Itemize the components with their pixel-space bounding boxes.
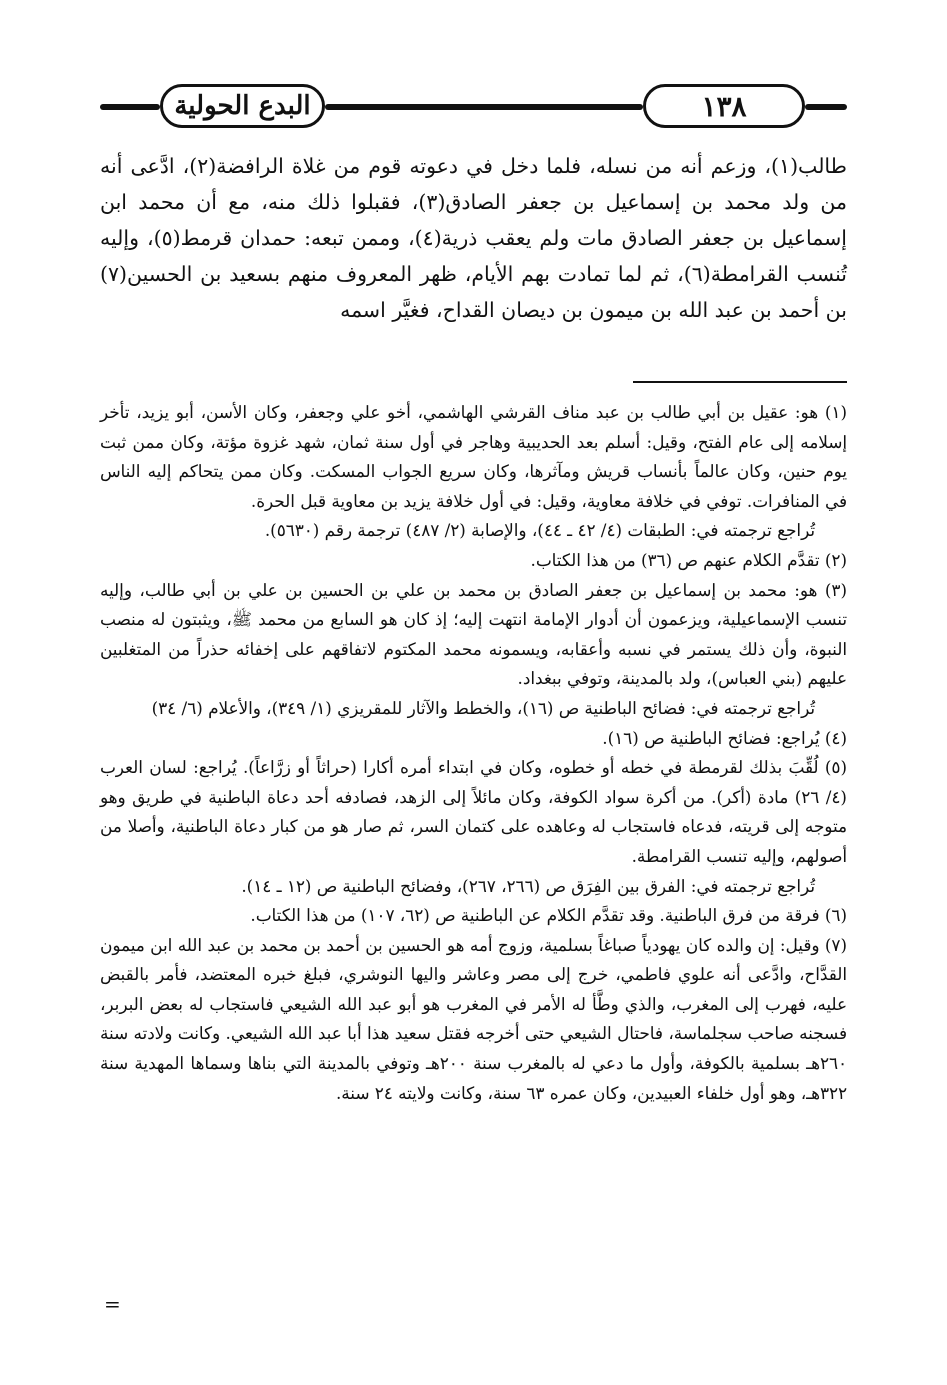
header-rule-left [100, 104, 160, 110]
footnote-1-reference: تُراجع ترجمته في: الطبقات (٤/ ٤٢ ـ ٤٤)، والإصابة (٢/ ٤٨٧) ترجمة رقم (٥٦٣٠). [264, 520, 815, 541]
continuation-mark: = [104, 1292, 121, 1316]
footnote-3-reference: تُراجع ترجمته في: فضائح الباطنية ص (١٦)، والخطط والآثار للمقريزي (١/ ٣٤٩)، والأعلام (٦/ ٣٤) [151, 697, 815, 718]
main-text [100, 148, 847, 328]
footnote-1: (١) هو: عقيل بن أبي طالب بن عبد مناف القرشي الهاشمي، أخو علي وجعفر، وكان الأسن، أبو يزيد، تأخر إسلامه إلى عام الفتح، وقيل: أسلم بعد الحديبية وهاجر في أول سنة ثمان، شهد غزوة مؤتة، وكان ممن ثبت يوم حنين، وكان عالماً بأنساب قريش ومآثرها، وكان سريع الجواب المسكت. وكان ممن يتحاكم إليه الناس في المنافرات. توفي في خلافة معاوية، وقيل: في أول خلافة يزيد بن معاوية قبل الحرة. [100, 402, 847, 511]
footnotes [100, 398, 847, 1108]
footnote-separator [633, 381, 847, 383]
footnote-7: (٧) وقيل: إن والده كان يهودياً صباغاً بسلمية، وزوج أمه هو الحسين بن أحمد بن محمد بن عبد الله ابن ميمون القدَّاح، وادَّعى أنه علوي فاطمي، خرج إلى مصر وعاشر واليها النوشري، فبلغ خبره المعتضد، فأمر بالقبض عليه، فهرب إلى المغرب، والذي وطَّأ له الأمر في المغرب هو أبو عبد الله الشيعي فاستجاب له بعض البربر، فسجنه صاحب سجلماسة، فاحتال الشيعي حتى أخرجه فقتل سعيد هذا أبا عبد الله الشيعي. وكانت ولادته سنة ٢٦٠هـ بسلمية بالكوفة، وأول ما دعي له بالمغرب سنة ٢٠٠هـ وتوفي بالمدينة التي بناها وسماها المهدية سنة ٣٢٢هـ، وهو أول خلفاء العبيدين، وكان عمره ٦٣ سنة، وكانت ولايته ٢٤ سنة. [100, 934, 847, 1103]
footnote-3: (٣) هو: محمد بن إسماعيل بن جعفر الصادق بن محمد بن علي بن الحسين بن علي بن أبي طالب، وإليه تنسب الإسماعيلية، ويزعمون أن أدوار الإمامة انتهت إليه؛ إذ كان هو السابع من محمد ﷺ، ويثبتون له منصب النبوة، وأن ذلك يستمر في نسبه وأعقابه، ويسمونه محمد المكتوم لاتفاقهم على إخفائه حذراً من المتغلبين عليهم (بني العباس)، ولد بالمدينة، وتوفي ببغداد. [100, 579, 847, 689]
page-number: ١٣٨ [643, 84, 805, 128]
page-header [100, 80, 847, 134]
header-rule-right [805, 104, 847, 110]
footnote-5-reference: تُراجع ترجمته في: الفرق بين الفِرَق ص (٢٦٦، ٢٦٧)، وفضائح الباطنية ص (١٢ ـ ١٤). [241, 875, 815, 896]
running-title: البدع الحولية [160, 84, 325, 128]
footnote-4: (٤) يُراجع: فضائح الباطنية ص (١٦). [602, 727, 847, 748]
footnote-5: (٥) لُقِّبَ بذلك لقرمطة في خطه أو خطوه، وكان في ابتداء أمره أكارا (حراثاً أو زرَّاعاً). يُراجع: لسان العرب (٤/ ٢٦) مادة (أكر). من أكرة سواد الكوفة، وكان مائلاً إلى الزهد، فصادفه أحد دعاة الباطنية في طريق وهو متوجه إلى قريته، فدعاه فاستجاب له وعاهده على كتمان السر، ثم صار هو من كبار دعاة الباطنية، وأصلا من أصولهم، وإليه تنسب القرامطة. [100, 757, 847, 866]
header-rule-middle [325, 104, 643, 110]
footnote-6: (٦) فرقة من فرق الباطنية. وقد تقدَّم الكلام عن الباطنية ص (٦٢، ١٠٧) من هذا الكتاب. [250, 905, 847, 926]
body-paragraph: طالب(١)، وزعم أنه من نسله، فلما دخل في دعوته قوم من غلاة الرافضة(٢)، ادَّعى أنه من ولد محمد بن إسماعيل بن جعفر الصادق(٣)، فقبلوا ذلك منه، مع أن محمد ابن إسماعيل بن جعفر الصادق مات ولم يعقب ذرية(٤)، وممن تبعه: حمدان قرمط(٥)، وإليه تُنسب القرامطة(٦)، ثم لما تمادت بهم الأيام، ظهر المعروف منهم بسعيد بن الحسين(٧) بن أحمد بن عبد الله بن ميمون بن ديصان القداح، فغيَّر اسمه [100, 154, 847, 322]
footnote-2: (٢) تقدَّم الكلام عنهم ص (٣٦) من هذا الكتاب. [530, 549, 847, 570]
